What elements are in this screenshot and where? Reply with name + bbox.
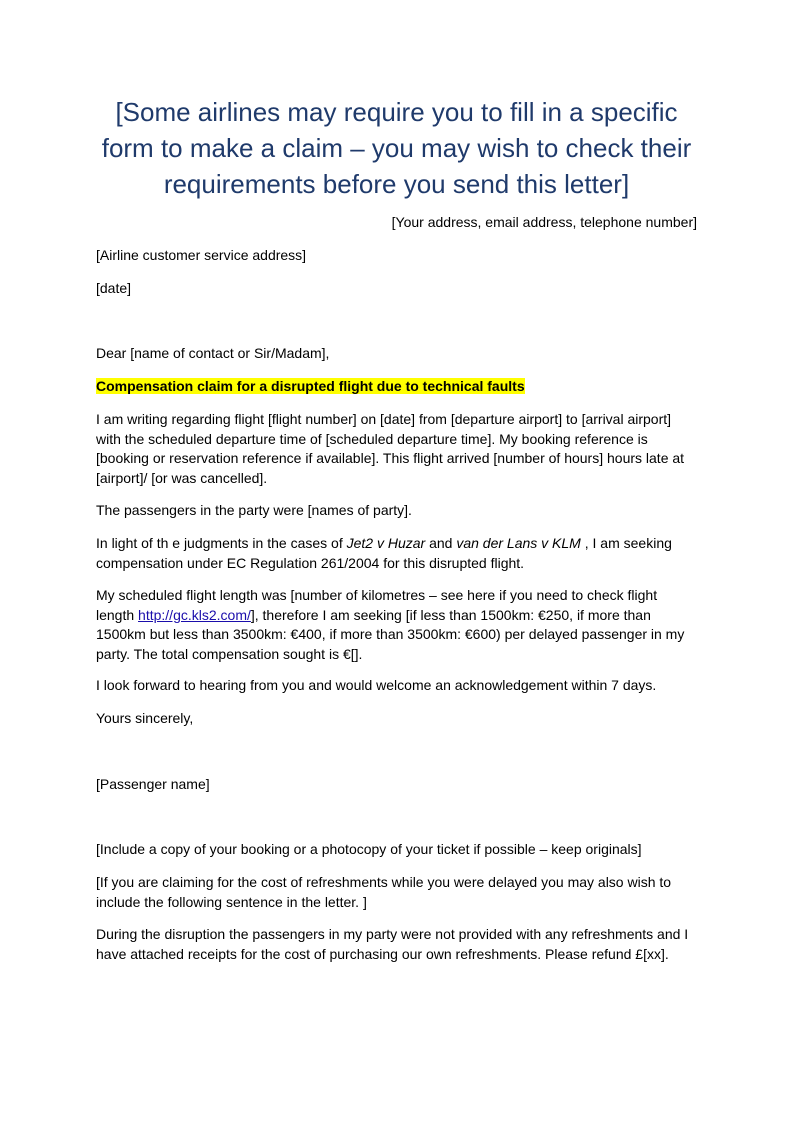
passenger-name: [Passenger name] (96, 776, 210, 792)
legal-text-end: , I am seeking compensation under EC Regulation 261/2004 for this disrupted flight. (96, 535, 672, 571)
paragraph-flight-details: I am writing regarding flight [flight number] on [date] from [departure airport] to [arrival airport] with the scheduled departure time of [scheduled departure time]. My booking reference is [booking or reservation reference if available]. This flight arrived [number of hours] hours late at [airport]/ [or was cancelled]. (96, 411, 685, 486)
salutation: Dear [name of contact or Sir/Madam], (96, 345, 330, 361)
sender-address: [Your address, email address, telephone number] (391, 214, 697, 230)
paragraph-refreshments: During the disruption the passengers in my party were not provided with any refreshments and I have attached receipts for the cost of purchasing our own refreshments. Please refund £[xx]. (96, 926, 689, 962)
distance-calculator-link[interactable]: http://gc.kls2.com/ (138, 606, 251, 623)
letter-date: [date] (96, 280, 132, 296)
recipient-address: [Airline customer service address] (96, 247, 307, 263)
legal-text-and: and (425, 535, 457, 551)
case-name-jet2: Jet2 v Huzar (346, 535, 426, 551)
note-refreshments: [If you are claiming for the cost of refreshments while you were delayed you may also wish to include the following sentence in the letter. ] (96, 874, 672, 910)
page-title: [Some airlines may require you to fill in a specific form to make a claim – you may wish to check their requirements before you send this letter] (101, 97, 692, 199)
flight-length-text-end: ], therefore I am seeking [if less than 1500km: €250, if more than 1500km but less than 3500km: €400, if more than 3500km: €600) per delayed passenger in my party. The total compensation sought is €[]. (96, 606, 685, 662)
note-enclosures: [Include a copy of your booking or a photocopy of your ticket if possible – keep originals] (96, 841, 642, 857)
closing: Yours sincerely, (96, 710, 194, 726)
paragraph-closing-request: I look forward to hearing from you and would welcome an acknowledgement within 7 days. (96, 677, 657, 693)
paragraph-passengers: The passengers in the party were [names of party]. (96, 502, 412, 518)
flight-length-text-start: My scheduled flight length was [number of kilometres – see here if you need to check flight length (96, 587, 658, 623)
subject-highlight: Compensation claim for a disrupted flight due to technical faults (96, 378, 525, 394)
case-name-klm: van der Lans v KLM (456, 535, 581, 551)
paragraph-flight-length (96, 586, 698, 664)
paragraph-legal-basis (96, 534, 698, 573)
legal-text-start: In light of th e judgments in the cases of (96, 535, 347, 551)
subject-line (96, 377, 698, 397)
